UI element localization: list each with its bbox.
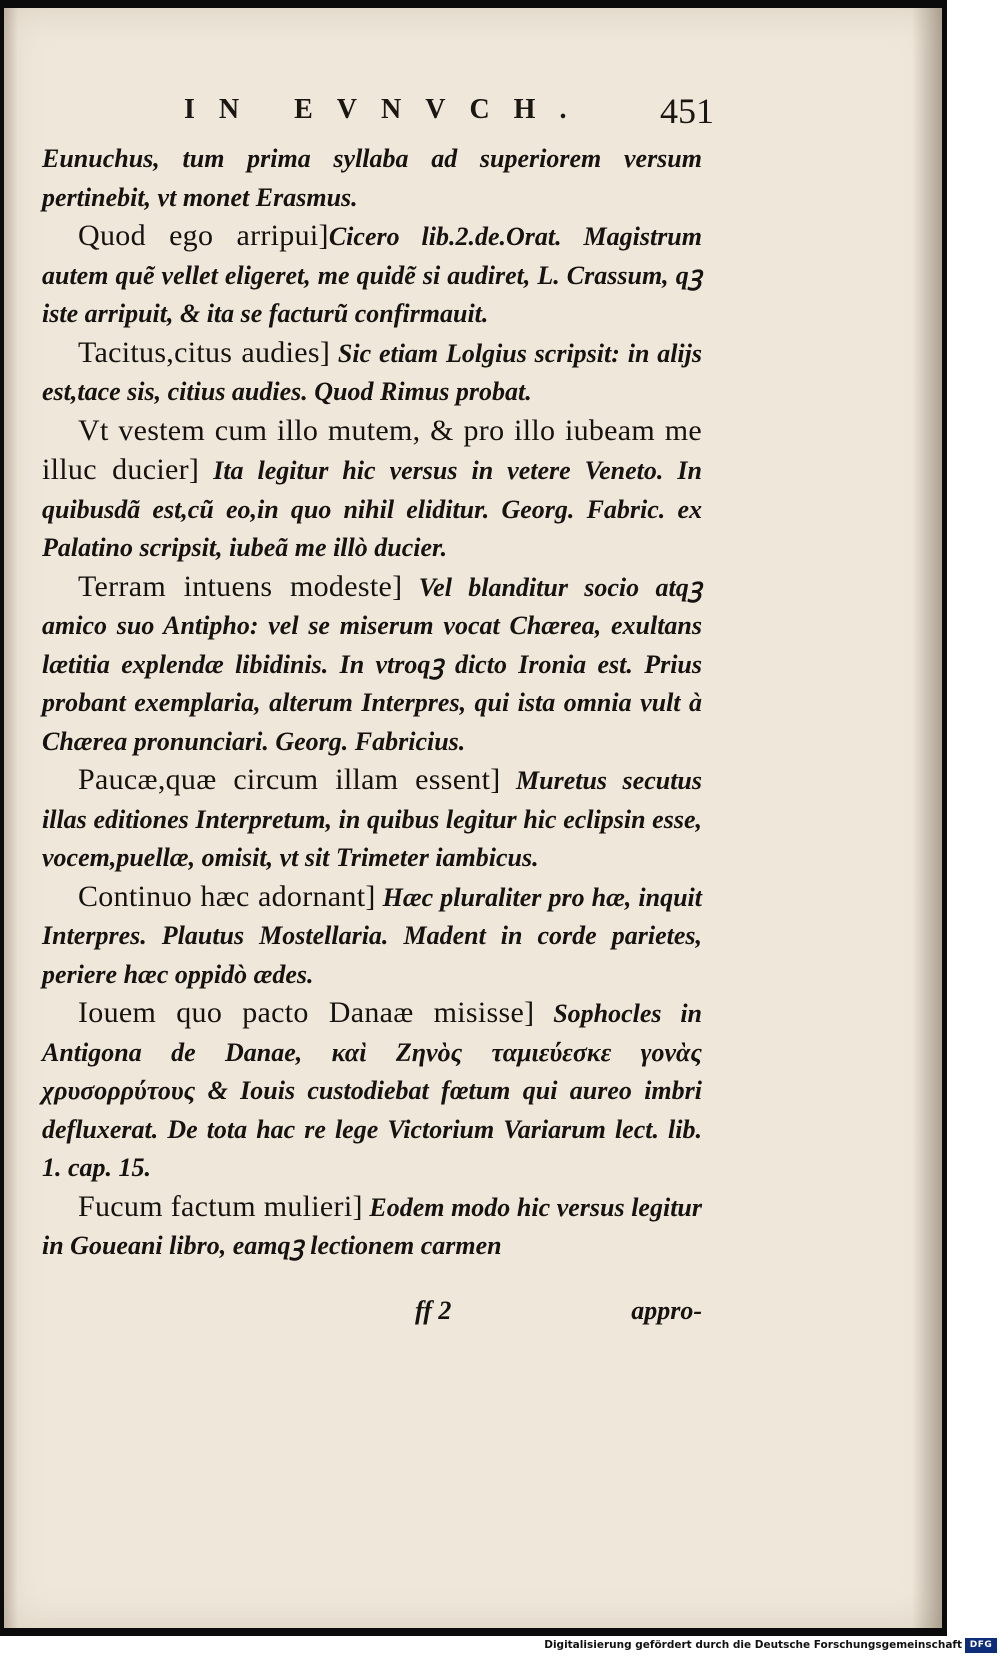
dfg-logo: DFG (965, 1638, 997, 1653)
lemma-text: Fucum factum mulieri] (78, 1189, 363, 1223)
commentary-paragraph (42, 568, 702, 762)
comment-text: Hæc pluraliter pro hæ, inquit Interpres. Plautus Mostellaria. Madent in corde parietes, periere hæc oppidò ædes. (42, 882, 702, 989)
comment-text: Sophocles in Antigona de Danae, καὶ Ζηνὸς ταμιεύεσκε γονὰς χρυσορρύτους & Iouis custodiebat fœtum qui aureo imbri defluxerat. De tota hac re lege Victorium Variarum lect. lib. 1. cap. 15. (42, 999, 703, 1182)
commentary-paragraph (42, 878, 702, 995)
lemma-text: Vt vestem cum illo mutem, & pro illo iubeam me illuc ducier] (42, 413, 702, 486)
lemma-text: Paucæ,quæ circum illam essent] (78, 763, 501, 796)
commentary-paragraph (42, 140, 702, 217)
page-header (184, 90, 714, 130)
page-shadow-left (4, 8, 18, 1628)
commentary-paragraph (42, 334, 702, 412)
book-page (4, 8, 942, 1628)
comment-text: Cicero lib.2.de.Orat. Magistrum autem quẽ vellet eligeret, me quidẽ si audiret, L. Crassum, qꝫ iste arripuit, & ita se facturũ confirmauit. (42, 222, 702, 328)
catchword: appro- (631, 1296, 702, 1325)
catch-line (42, 1296, 702, 1336)
running-head: IN EVNVCH. (184, 94, 591, 125)
commentary-paragraph (42, 412, 702, 568)
comment-text: Muretus secutus illas editiones Interpretum, in quibus legitur hic eclipsin esse, vocem,puellæ, omisit, vt sit Trimeter iambicus. (42, 766, 702, 872)
commentary-paragraph (42, 994, 702, 1188)
comment-text: Eodem modo hic versus legitur in Goueani libro, eamqꝫ lectionem carmen (42, 1192, 702, 1260)
lemma-text: Iouem quo pacto Danaæ misisse] (78, 996, 535, 1029)
lemma-text: Quod ego arripui] (78, 219, 329, 252)
comment-text: Eunuchus, tum prima syllaba ad superiorem versum pertinebit, vt monet Erasmus. (42, 144, 702, 212)
signature-mark: ff 2 (415, 1296, 452, 1325)
lemma-text: Terram intuens modeste] (78, 569, 403, 603)
commentary-text (42, 140, 702, 1266)
page-shadow-right (912, 8, 942, 1628)
comment-text: Sic etiam Lolgius scripsit: in alijs est,tace sis, citius audies. Quod Rimus probat. (42, 338, 702, 406)
page-number: 451 (660, 91, 714, 131)
digitization-footer (0, 1636, 1000, 1656)
commentary-paragraph (42, 1188, 702, 1266)
funding-credit: Digitalisierung gefördert durch die Deutsche Forschungsgemeinschaft (544, 1639, 962, 1651)
comment-text: Ita legitur hic versus in vetere Veneto. In quibusdã est,cũ eo,in quo nihil eliditur. Georg. Fabric. ex Palatino scripsit, iubeã me illò ducier. (42, 456, 702, 562)
lemma-text: Continuo hæc adornant] (78, 879, 376, 913)
lemma-text: Tacitus,citus audies] (78, 335, 331, 369)
comment-text: Vel blanditur socio atqꝫ amico suo Antipho: vel se miserum vocat Chærea, exultans lætitia explendæ libidinis. In vtroqꝫ dicto Ironia est. Prius probant exemplaria, alterum Interpres, qui ista omnia vult à Chærea pronunciari. Georg. Fabricius. (42, 572, 702, 756)
commentary-paragraph (42, 761, 702, 878)
commentary-paragraph (42, 217, 702, 334)
